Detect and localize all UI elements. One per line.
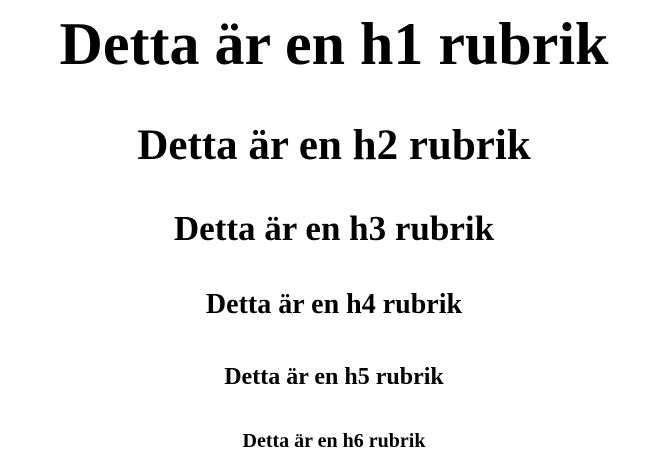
heading-h2: Detta är en h2 rubrik <box>137 122 531 169</box>
heading-h3: Detta är en h3 rubrik <box>173 209 495 248</box>
heading-h1: Detta är en h1 rubrik <box>59 11 609 77</box>
heading-h5: Detta är en h5 rubrik <box>224 364 444 390</box>
heading-h4: Detta är en h4 rubrik <box>205 289 463 320</box>
heading-h6: Detta är en h6 rubrik <box>242 430 426 452</box>
